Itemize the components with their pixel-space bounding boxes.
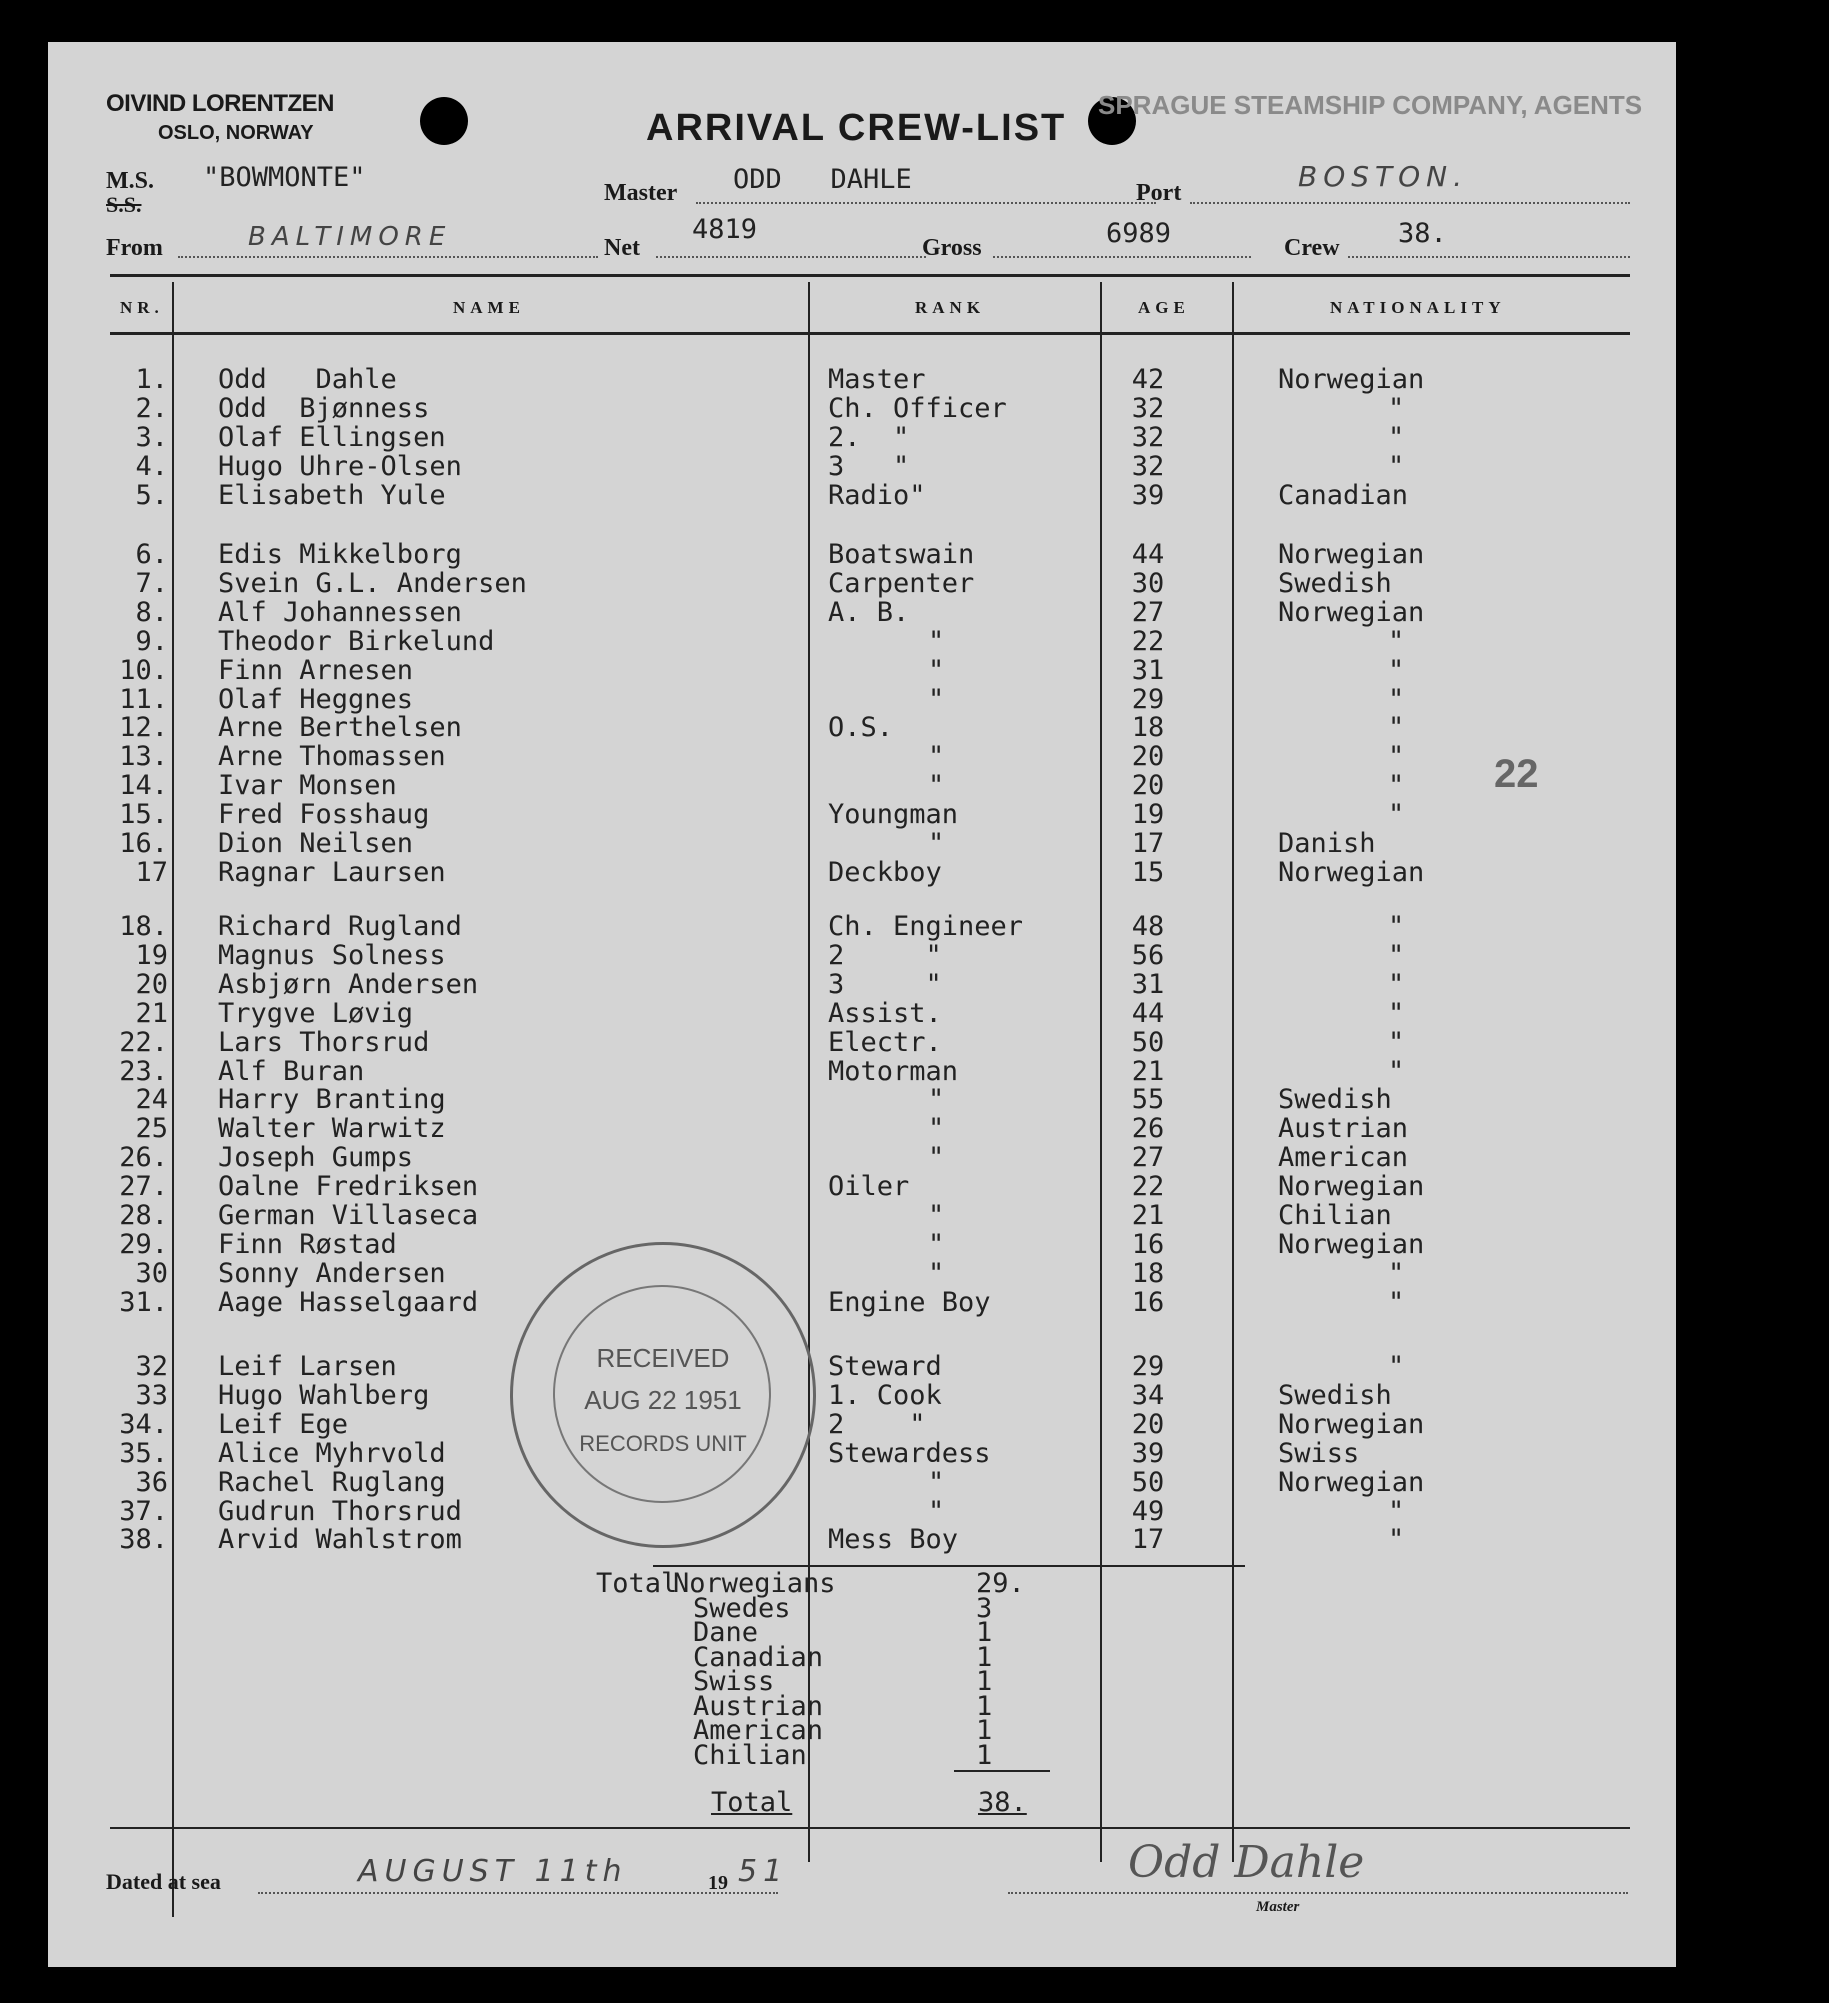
crew-nationality: " bbox=[1388, 770, 1405, 802]
crew-age: 26 bbox=[1131, 1113, 1165, 1145]
table-row bbox=[48, 1113, 1676, 1145]
totals-count: 1 bbox=[976, 1690, 993, 1722]
date-dots bbox=[258, 1892, 778, 1894]
table-row bbox=[48, 1466, 1676, 1498]
crew-age: 22 bbox=[1131, 625, 1165, 657]
totals-nationality: Austrian bbox=[693, 1690, 824, 1722]
crew-name: Walter Warwitz bbox=[218, 1113, 446, 1145]
crew-name: Lars Thorsrud bbox=[218, 1026, 430, 1058]
crew-nationality: " bbox=[1388, 1495, 1405, 1527]
crew-name: Svein G.L. Andersen bbox=[218, 567, 527, 599]
received-stamp-line3: RECORDS UNIT bbox=[579, 1431, 747, 1456]
received-stamp-line2: AUG 22 1951 bbox=[584, 1385, 742, 1415]
table-row bbox=[48, 1142, 1676, 1174]
crew-name: Hugo Wahlberg bbox=[218, 1379, 430, 1411]
totals-nationality: American bbox=[693, 1715, 824, 1746]
totals-label: Total bbox=[596, 1568, 678, 1599]
crew-nr: 11. bbox=[119, 683, 168, 715]
table-bottom-rule bbox=[110, 1827, 1630, 1829]
crew-name: Hugo Uhre-Olsen bbox=[218, 450, 462, 482]
table-row bbox=[48, 1286, 1676, 1318]
table-row bbox=[48, 1437, 1676, 1469]
crew-age: 32 bbox=[1131, 450, 1165, 482]
table-row bbox=[48, 968, 1676, 1000]
crew-rank: Stewardess bbox=[828, 1437, 991, 1469]
crew-age: 21 bbox=[1131, 1200, 1165, 1231]
crew-rank: A. B. bbox=[828, 596, 910, 628]
crew-age: 27 bbox=[1131, 1142, 1165, 1174]
crew-rank: Boatswain bbox=[828, 539, 975, 570]
crew-nr: 7. bbox=[135, 567, 168, 599]
crew-nationality: " bbox=[1388, 1351, 1405, 1382]
crew-nr: 23. bbox=[119, 1055, 168, 1087]
table-row bbox=[48, 939, 1676, 971]
ss-label: S.S. bbox=[106, 192, 142, 217]
table-row bbox=[48, 683, 1676, 715]
port-value: BOSTON. bbox=[1298, 160, 1469, 193]
crew-nr: 34. bbox=[119, 1408, 168, 1440]
crew-age: 19 bbox=[1131, 799, 1165, 831]
table-row bbox=[48, 997, 1676, 1029]
crew-nr: 25 bbox=[135, 1113, 168, 1145]
crew-rank: Carpenter bbox=[828, 567, 975, 599]
received-stamp bbox=[510, 1242, 816, 1548]
crew-nr: 28. bbox=[119, 1200, 168, 1231]
crew-dots bbox=[1348, 256, 1630, 258]
port-dots bbox=[1190, 202, 1630, 204]
crew-nationality: " bbox=[1388, 712, 1405, 744]
punch-hole-left bbox=[420, 97, 468, 145]
table-row bbox=[48, 1351, 1676, 1382]
crew-nationality: Swedish bbox=[1278, 567, 1392, 599]
crew-nationality: Norwegian bbox=[1278, 596, 1425, 628]
signature-dots bbox=[1008, 1892, 1628, 1894]
crew-nationality: Swedish bbox=[1278, 1379, 1392, 1411]
totals-top-rule bbox=[653, 1565, 1245, 1567]
crew-nationality: Norwegian bbox=[1278, 539, 1425, 570]
crew-age: 32 bbox=[1131, 392, 1165, 424]
crew-name: Olaf Ellingsen bbox=[218, 421, 446, 453]
crew-nr: 10. bbox=[119, 654, 168, 686]
crew-rank: 2 " bbox=[828, 939, 942, 971]
table-row bbox=[48, 712, 1676, 744]
crew-nationality: Chilian bbox=[1278, 1200, 1392, 1231]
crew-nationality: " bbox=[1388, 450, 1405, 482]
crew-rank: " bbox=[928, 828, 945, 859]
crew-name: Richard Rugland bbox=[218, 911, 462, 942]
totals-count: 1 bbox=[976, 1641, 993, 1673]
table-top-rule bbox=[110, 274, 1630, 277]
table-row bbox=[48, 1228, 1676, 1260]
crew-rank: " bbox=[928, 1495, 945, 1527]
margin-note: 22 bbox=[1494, 752, 1539, 796]
crew-rank: " bbox=[928, 1228, 945, 1260]
crew-age: 50 bbox=[1131, 1026, 1165, 1058]
crew-name: Finn Arnesen bbox=[218, 654, 414, 686]
crew-age: 31 bbox=[1131, 654, 1165, 686]
table-row bbox=[48, 1171, 1676, 1203]
table-row bbox=[48, 856, 1676, 888]
crew-rank: Mess Boy bbox=[828, 1524, 959, 1556]
totals-nationality: Chilian bbox=[693, 1739, 807, 1771]
crew-nr: 21 bbox=[135, 997, 168, 1029]
crew-rank: Deckboy bbox=[828, 856, 942, 888]
table-row bbox=[48, 1408, 1676, 1440]
crew-nationality: Norwegian bbox=[1278, 856, 1425, 888]
crew-nr: 13. bbox=[119, 741, 168, 773]
totals-total-label: Total bbox=[711, 1787, 793, 1818]
crew-nationality: Norwegian bbox=[1278, 1171, 1425, 1203]
crew-rank: 3 " bbox=[828, 450, 910, 482]
ms-label: M.S. bbox=[106, 168, 154, 194]
crew-nationality: " bbox=[1388, 939, 1405, 971]
crew-nationality: " bbox=[1388, 1257, 1405, 1289]
crew-name: Asbjørn Andersen bbox=[218, 968, 479, 1000]
crew-nr: 26. bbox=[119, 1142, 168, 1174]
totals-count: 3 bbox=[976, 1592, 993, 1624]
crew-nationality: Canadian bbox=[1278, 479, 1409, 511]
totals-nationality: Swedes bbox=[693, 1592, 791, 1624]
crew-nationality: " bbox=[1388, 1286, 1405, 1318]
crew-nr: 18. bbox=[119, 911, 168, 942]
crew-rank: " bbox=[928, 770, 945, 802]
from-value: BALTIMORE bbox=[248, 222, 452, 252]
table-row bbox=[48, 741, 1676, 773]
crew-rank: 2 " bbox=[828, 1408, 926, 1440]
crew-nationality: " bbox=[1388, 997, 1405, 1029]
master-name: ODD DAHLE bbox=[733, 164, 912, 195]
crew-rank: " bbox=[928, 683, 945, 715]
crew-rank: Steward bbox=[828, 1351, 942, 1382]
crew-name: Rachel Ruglang bbox=[218, 1466, 446, 1498]
totals-count: 1 bbox=[976, 1666, 993, 1697]
totals-nationality: Swiss bbox=[693, 1666, 775, 1697]
totals-count: 1 bbox=[976, 1617, 993, 1648]
crew-nationality: " bbox=[1388, 968, 1405, 1000]
totals-nationality: Canadian bbox=[693, 1641, 824, 1673]
crew-rank: " bbox=[928, 625, 945, 657]
table-row bbox=[48, 567, 1676, 599]
crew-age: 44 bbox=[1131, 539, 1165, 570]
crew-age: 55 bbox=[1131, 1084, 1165, 1116]
crew-nationality: " bbox=[1388, 1524, 1405, 1556]
crew-nr: 36 bbox=[135, 1466, 168, 1498]
table-row bbox=[48, 1200, 1676, 1231]
crew-age: 17 bbox=[1131, 828, 1165, 859]
crew-name: Alice Myhrvold bbox=[218, 1437, 446, 1469]
agent-city: OSLO, NORWAY bbox=[158, 122, 314, 144]
crew-age: 29 bbox=[1131, 1351, 1165, 1382]
crew-nr: 14. bbox=[119, 770, 168, 802]
crew-rank: 2. " bbox=[828, 421, 910, 453]
crew-nr: 29. bbox=[119, 1228, 168, 1260]
crew-nr: 17 bbox=[135, 856, 168, 888]
crew-nr: 6. bbox=[135, 539, 168, 570]
crew-age: 49 bbox=[1131, 1495, 1165, 1527]
crew-name: Arne Thomassen bbox=[218, 741, 446, 773]
crew-age: 39 bbox=[1131, 479, 1165, 511]
crew-nationality: Danish bbox=[1278, 828, 1376, 859]
crew-nationality: Austrian bbox=[1278, 1113, 1409, 1145]
crew-nr: 38. bbox=[119, 1524, 168, 1556]
received-stamp-line1: RECEIVED bbox=[596, 1343, 730, 1373]
crew-nationality: " bbox=[1388, 421, 1405, 453]
net-label: Net bbox=[604, 235, 640, 261]
gross-value: 6989 bbox=[1106, 218, 1172, 249]
crew-nationality: Swedish bbox=[1278, 1084, 1392, 1116]
crew-rank: Motorman bbox=[828, 1055, 959, 1087]
crew-age: 22 bbox=[1131, 1171, 1165, 1203]
crew-nr: 30 bbox=[135, 1257, 168, 1289]
table-row bbox=[48, 364, 1676, 395]
crew-age: 34 bbox=[1131, 1379, 1165, 1411]
crew-nr: 5. bbox=[135, 479, 168, 511]
totals-count: 1 bbox=[976, 1715, 993, 1746]
crew-name: Ragnar Laursen bbox=[218, 856, 446, 888]
crew-name: Trygve Løvig bbox=[218, 997, 414, 1029]
totals-total-value: 38. bbox=[978, 1787, 1027, 1818]
crew-rank: Ch. Officer bbox=[828, 392, 1007, 424]
crew-rank: Engine Boy bbox=[828, 1286, 991, 1318]
crew-name: Harry Branting bbox=[218, 1084, 446, 1116]
crew-nationality: " bbox=[1388, 741, 1405, 773]
crew-nr: 35. bbox=[119, 1437, 168, 1469]
gross-label: Gross bbox=[922, 235, 982, 261]
crew-name: Odd Dahle bbox=[218, 364, 397, 395]
totals-count: 1 bbox=[976, 1739, 993, 1771]
crew-nr: 3. bbox=[135, 421, 168, 453]
crew-nr: 16. bbox=[119, 828, 168, 859]
crew-rank: " bbox=[928, 1257, 945, 1289]
table-row bbox=[48, 1084, 1676, 1116]
crew-age: 16 bbox=[1131, 1286, 1165, 1318]
crew-nr: 2. bbox=[135, 392, 168, 424]
crew-nr: 1. bbox=[135, 364, 168, 395]
port-label: Port bbox=[1136, 180, 1182, 206]
crew-name: Theodor Birkelund bbox=[218, 625, 495, 657]
crew-name: Olaf Heggnes bbox=[218, 683, 414, 715]
from-dots bbox=[178, 256, 598, 258]
crew-rank: " bbox=[928, 654, 945, 686]
crew-rank: " bbox=[928, 1113, 945, 1145]
year-suffix: 51 bbox=[738, 1854, 789, 1889]
totals-count: 29. bbox=[976, 1568, 1025, 1599]
crew-name: Magnus Solness bbox=[218, 939, 446, 971]
table-row bbox=[48, 799, 1676, 831]
crew-rank: " bbox=[928, 1084, 945, 1116]
crew-age: 18 bbox=[1131, 712, 1165, 744]
crew-rank: " bbox=[928, 1142, 945, 1174]
crew-nr: 37. bbox=[119, 1495, 168, 1527]
crew-nationality: Norwegian bbox=[1278, 1466, 1425, 1498]
crew-rank: Youngman bbox=[828, 799, 959, 831]
crew-nationality: Norwegian bbox=[1278, 1228, 1425, 1260]
crew-nr: 4. bbox=[135, 450, 168, 482]
col-header-rank: RANK bbox=[915, 298, 986, 317]
crew-age: 39 bbox=[1131, 1437, 1165, 1469]
crew-nr: 19 bbox=[135, 939, 168, 971]
crew-nr: 33 bbox=[135, 1379, 168, 1411]
crew-name: Aage Hasselgaard bbox=[218, 1286, 479, 1318]
crew-name: Edis Mikkelborg bbox=[218, 539, 462, 570]
table-row bbox=[48, 1055, 1676, 1087]
crew-age: 16 bbox=[1131, 1228, 1165, 1260]
crew-rank: Electr. bbox=[828, 1026, 942, 1058]
crew-age: 27 bbox=[1131, 596, 1165, 628]
table-row bbox=[48, 450, 1676, 482]
table-row bbox=[48, 911, 1676, 942]
table-row bbox=[48, 828, 1676, 859]
crew-name: Joseph Gumps bbox=[218, 1142, 414, 1174]
table-row bbox=[48, 1257, 1676, 1289]
crew-age: 20 bbox=[1131, 741, 1165, 773]
crew-name: Alf Buran bbox=[218, 1055, 365, 1087]
crew-label: Crew bbox=[1284, 235, 1340, 261]
crew-rank: O.S. bbox=[828, 712, 894, 744]
crew-name: Odd Bjønness bbox=[218, 392, 430, 424]
table-header-rule bbox=[110, 332, 1630, 335]
document-title: ARRIVAL CREW-LIST bbox=[646, 107, 1067, 149]
crew-nationality: " bbox=[1388, 911, 1405, 942]
col-header-nationality: NATIONALITY bbox=[1330, 298, 1506, 317]
crew-rank: 3 " bbox=[828, 968, 942, 1000]
table-row bbox=[48, 654, 1676, 686]
crew-age: 18 bbox=[1131, 1257, 1165, 1289]
crew-name: Fred Fosshaug bbox=[218, 799, 430, 831]
crew-age: 48 bbox=[1131, 911, 1165, 942]
crew-rank: " bbox=[928, 1466, 945, 1498]
crew-nationality: " bbox=[1388, 392, 1405, 424]
crew-age: 42 bbox=[1131, 364, 1165, 395]
table-row bbox=[48, 625, 1676, 657]
crew-age: 50 bbox=[1131, 1466, 1165, 1498]
crew-age: 29 bbox=[1131, 683, 1165, 715]
crew-nationality: Norwegian bbox=[1278, 364, 1425, 395]
crew-rank: Oiler bbox=[828, 1171, 910, 1203]
crew-rank: Master bbox=[828, 364, 926, 395]
from-label: From bbox=[106, 235, 163, 261]
crew-name: Elisabeth Yule bbox=[218, 479, 446, 511]
crew-name: German Villaseca bbox=[218, 1200, 479, 1231]
crew-name: Gudrun Thorsrud bbox=[218, 1495, 462, 1527]
crew-name: Leif Ege bbox=[218, 1408, 349, 1440]
table-row bbox=[48, 479, 1676, 511]
crew-name: Finn Røstad bbox=[218, 1228, 397, 1260]
table-row bbox=[48, 1026, 1676, 1058]
crew-nr: 22. bbox=[119, 1026, 168, 1058]
net-dots bbox=[656, 256, 926, 258]
crew-rank: Ch. Engineer bbox=[828, 911, 1024, 942]
crew-rank: " bbox=[928, 741, 945, 773]
signature-master-label: Master bbox=[1256, 1899, 1300, 1915]
table-row bbox=[48, 392, 1676, 424]
crew-rank: " bbox=[928, 1200, 945, 1231]
crew-age: 30 bbox=[1131, 567, 1165, 599]
crew-age: 15 bbox=[1131, 856, 1165, 888]
master-signature: Odd Dahle bbox=[1128, 1837, 1365, 1888]
crew-nr: 31. bbox=[119, 1286, 168, 1318]
crew-value: 38. bbox=[1398, 218, 1447, 249]
crew-name: Ivar Monsen bbox=[218, 770, 397, 802]
col-header-nr: NR. bbox=[120, 298, 164, 317]
crew-name: Dion Neilsen bbox=[218, 828, 414, 859]
crew-age: 17 bbox=[1131, 1524, 1165, 1556]
totals-nationality: Dane bbox=[693, 1617, 759, 1648]
crew-age: 21 bbox=[1131, 1055, 1165, 1087]
crew-nationality: " bbox=[1388, 799, 1405, 831]
table-row bbox=[48, 1524, 1676, 1556]
table-row bbox=[48, 770, 1676, 802]
crew-nationality: American bbox=[1278, 1142, 1409, 1174]
crew-name: Alf Johannessen bbox=[218, 596, 462, 628]
crew-nr: 20 bbox=[135, 968, 168, 1000]
net-value: 4819 bbox=[692, 214, 758, 245]
table-row bbox=[48, 596, 1676, 628]
crew-nationality: " bbox=[1388, 1026, 1405, 1058]
master-label: Master bbox=[604, 180, 678, 206]
col-header-age: AGE bbox=[1138, 298, 1190, 317]
crew-list-document bbox=[48, 42, 1676, 1967]
totals-sum-rule bbox=[954, 1770, 1050, 1772]
agency-stamp: SPRAGUE STEAMSHIP COMPANY, AGENTS bbox=[1098, 90, 1643, 120]
col-header-name: NAME bbox=[453, 298, 525, 317]
crew-name: Oalne Fredriksen bbox=[218, 1171, 479, 1203]
table-row bbox=[48, 1379, 1676, 1411]
crew-nr: 27. bbox=[119, 1171, 168, 1203]
crew-nationality: " bbox=[1388, 625, 1405, 657]
crew-name: Arne Berthelsen bbox=[218, 712, 462, 744]
crew-nationality: " bbox=[1388, 683, 1405, 715]
date-value: AUGUST 11th bbox=[358, 1854, 628, 1889]
master-dots bbox=[696, 202, 1156, 204]
crew-age: 44 bbox=[1131, 997, 1165, 1029]
table-row bbox=[48, 1495, 1676, 1527]
crew-age: 20 bbox=[1131, 770, 1165, 802]
crew-nr: 8. bbox=[135, 596, 168, 628]
crew-nr: 24 bbox=[135, 1084, 168, 1116]
crew-nationality: Norwegian bbox=[1278, 1408, 1425, 1440]
table-row bbox=[48, 539, 1676, 570]
crew-age: 31 bbox=[1131, 968, 1165, 1000]
dated-label: Dated at sea bbox=[106, 1869, 221, 1894]
totals-nationality: Norwegians bbox=[673, 1568, 836, 1599]
ship-name: "BOWMONTE" bbox=[203, 162, 366, 193]
crew-nationality: " bbox=[1388, 1055, 1405, 1087]
crew-age: 20 bbox=[1131, 1408, 1165, 1440]
crew-rank: 1. Cook bbox=[828, 1379, 942, 1411]
crew-nr: 15. bbox=[119, 799, 168, 831]
crew-name: Leif Larsen bbox=[218, 1351, 397, 1382]
crew-nationality: Swiss bbox=[1278, 1437, 1360, 1469]
crew-nr: 9. bbox=[135, 625, 168, 657]
agent-name: OIVIND LORENTZEN bbox=[106, 90, 335, 117]
crew-name: Arvid Wahlstrom bbox=[218, 1524, 462, 1556]
crew-nr: 12. bbox=[119, 712, 168, 744]
crew-nationality: " bbox=[1388, 654, 1405, 686]
crew-rank: Assist. bbox=[828, 997, 942, 1029]
gross-dots bbox=[993, 256, 1251, 258]
table-row bbox=[48, 421, 1676, 453]
crew-rank: Radio" bbox=[828, 479, 926, 511]
crew-name: Sonny Andersen bbox=[218, 1257, 446, 1289]
year-prefix: 19 bbox=[708, 1872, 728, 1894]
crew-age: 32 bbox=[1131, 421, 1165, 453]
crew-age: 56 bbox=[1131, 939, 1165, 971]
crew-nr: 32 bbox=[135, 1351, 168, 1382]
